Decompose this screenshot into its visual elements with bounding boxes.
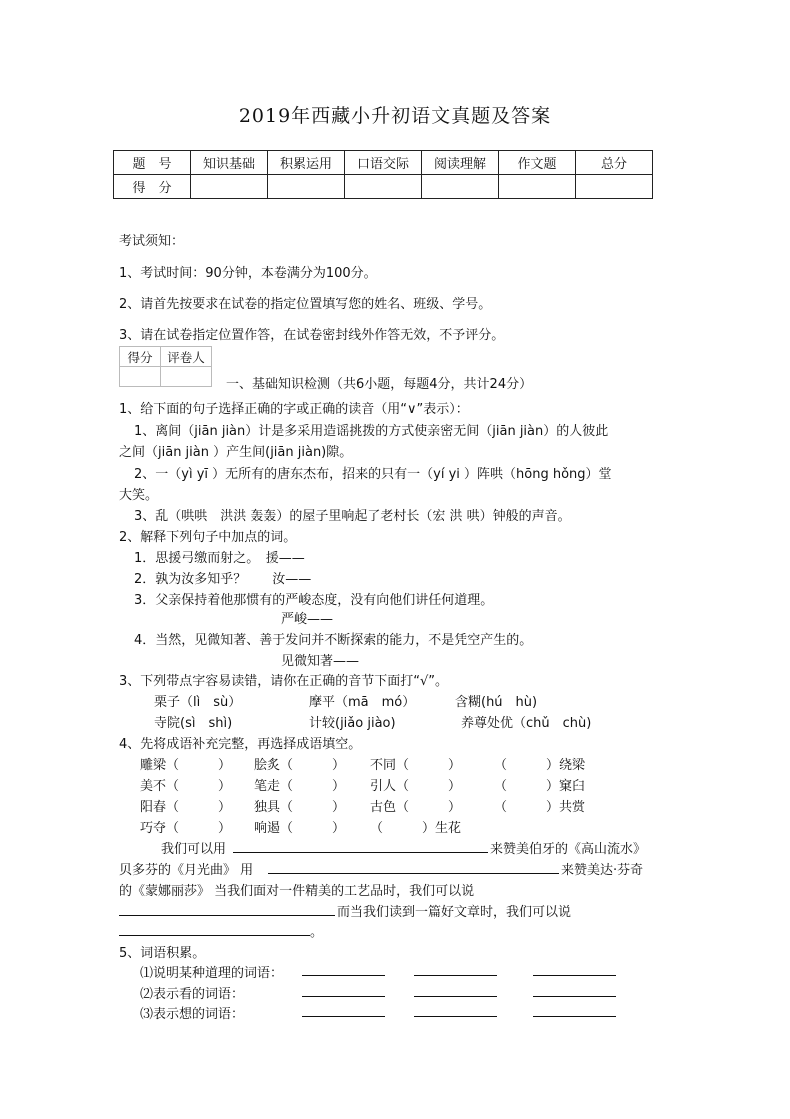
table-header-cell: 知识基础 bbox=[191, 151, 268, 175]
idiom-blank: 引人（ ） bbox=[370, 779, 462, 794]
score-table-score-row bbox=[114, 175, 653, 199]
answer-line[interactable] bbox=[414, 1016, 497, 1017]
pinyin-item: 养尊处优（chǔ chù) bbox=[461, 716, 592, 731]
answer-line[interactable] bbox=[533, 975, 616, 976]
fill-text: 。 bbox=[310, 925, 324, 940]
answer-line[interactable] bbox=[414, 975, 497, 976]
table-header-cell: 积累运用 bbox=[268, 151, 345, 175]
question-line: 3．父亲保持着他那惯有的严峻态度，没有向他们讲任何道理。 bbox=[134, 593, 494, 608]
question-stem: 5、词语积累。 bbox=[119, 946, 206, 961]
grader-score-cell bbox=[120, 367, 161, 387]
question-line: 1、离间（jiān jiàn）计是多采用造谣挑拨的方式使亲密无间（jiān jiàn）的人彼此 bbox=[134, 424, 609, 439]
fill-text: 贝多芬的《月光曲》 用 bbox=[119, 863, 254, 878]
table-header-cell: 题 号 bbox=[114, 151, 191, 175]
answer-line[interactable] bbox=[119, 915, 335, 916]
question-line: 4．当然，见微知著、善于发问并不断探索的能力，不是凭空产生的。 bbox=[134, 633, 533, 648]
word-category: ⑴说明某种道理的词语： bbox=[140, 966, 284, 981]
idiom-blank: 笔走（ ） bbox=[254, 779, 346, 794]
answer-line[interactable] bbox=[233, 852, 488, 853]
answer-line[interactable] bbox=[302, 1016, 385, 1017]
score-cell bbox=[268, 175, 345, 199]
grader-name-label: 评卷人 bbox=[161, 347, 212, 367]
idiom-blank: 巧夺（ ） bbox=[140, 821, 232, 836]
question-stem: 2、解释下列句子中加点的词。 bbox=[119, 530, 297, 545]
pinyin-item: 计较(jiǎo jiào) bbox=[309, 716, 396, 731]
question-line: 1．思援弓缴而射之。 援—— bbox=[134, 551, 305, 566]
page-title: 2019年西藏小升初语文真题及答案 bbox=[238, 105, 552, 127]
pinyin-item: 栗子（lì sù） bbox=[154, 695, 242, 710]
fill-text: 而当我们读到一篇好文章时，我们可以说 bbox=[337, 905, 572, 920]
idiom-blank: 阳春（ ） bbox=[140, 800, 232, 815]
fill-text: 来赞美达·芬奇 bbox=[561, 863, 644, 878]
table-header-cell: 总分 bbox=[576, 151, 653, 175]
score-cell bbox=[576, 175, 653, 199]
answer-line[interactable] bbox=[302, 975, 385, 976]
idiom-blank: 美不（ ） bbox=[140, 779, 232, 794]
question-line: 3、乱（哄哄 洪洪 轰轰）的屋子里响起了老村长（宏 洪 哄）钟般的声音。 bbox=[134, 509, 571, 524]
grader-name-cell bbox=[161, 367, 212, 387]
answer-prompt: 见微知著—— bbox=[281, 654, 360, 669]
idiom-blank: 响遏（ ） bbox=[254, 821, 346, 836]
notice-item: 1、考试时间：90分钟，本卷满分为100分。 bbox=[119, 266, 377, 281]
grader-score-label: 得分 bbox=[120, 347, 161, 367]
fill-text: 我们可以用 bbox=[161, 842, 227, 857]
answer-line[interactable] bbox=[533, 1016, 616, 1017]
pinyin-item: 含糊(hú hù) bbox=[455, 695, 538, 710]
notice-heading: 考试须知： bbox=[119, 234, 185, 249]
pinyin-item: 摩平（mā mó） bbox=[309, 695, 416, 710]
question-line: 2．孰为汝多知乎？ 汝—— bbox=[134, 572, 312, 587]
pinyin-item: 寺院(sì shì) bbox=[154, 716, 233, 731]
score-table bbox=[113, 150, 653, 199]
question-stem: 1、给下面的句子选择正确的字或正确的读音（用“∨”表示）： bbox=[119, 402, 469, 417]
idiom-blank: 独具（ ） bbox=[254, 800, 346, 815]
score-cell bbox=[422, 175, 499, 199]
word-category: ⑶表示想的词语： bbox=[140, 1007, 245, 1022]
idiom-blank: （ ）窠臼 bbox=[494, 779, 586, 794]
score-table-header-row bbox=[114, 151, 653, 175]
answer-line[interactable] bbox=[533, 996, 616, 997]
question-line: 之间（jiān jiàn ）产生间(jiān jiàn)隙。 bbox=[119, 445, 353, 460]
answer-line[interactable] bbox=[119, 935, 310, 936]
notice-item: 2、请首先按要求在试卷的指定位置填写您的姓名、班级、学号。 bbox=[119, 297, 492, 312]
idiom-blank: 古色（ ） bbox=[370, 800, 462, 815]
idiom-blank: （ ）绕梁 bbox=[494, 758, 586, 773]
answer-line[interactable] bbox=[302, 996, 385, 997]
table-row-label: 得 分 bbox=[114, 175, 191, 199]
score-cell bbox=[499, 175, 576, 199]
fill-text: 的《蒙娜丽莎》 当我们面对一件精美的工艺品时，我们可以说 bbox=[119, 884, 475, 899]
table-header-cell: 作文题 bbox=[499, 151, 576, 175]
table-header-cell: 阅读理解 bbox=[422, 151, 499, 175]
answer-line[interactable] bbox=[414, 996, 497, 997]
idiom-blank: 不同（ ） bbox=[370, 758, 462, 773]
score-cell bbox=[345, 175, 422, 199]
table-header-cell: 口语交际 bbox=[345, 151, 422, 175]
question-stem: 3、下列带点字容易读错，请你在正确的音节下面打“√”。 bbox=[119, 674, 449, 689]
score-cell bbox=[191, 175, 268, 199]
idiom-blank: （ ）生花 bbox=[370, 821, 462, 836]
idiom-blank: （ ）共赏 bbox=[494, 800, 586, 815]
notice-item: 3、请在试卷指定位置作答，在试卷密封线外作答无效，不予评分。 bbox=[119, 328, 505, 343]
answer-line[interactable] bbox=[268, 873, 559, 874]
question-stem: 4、先将成语补充完整，再选择成语填空。 bbox=[119, 737, 362, 752]
word-category: ⑵表示看的词语： bbox=[140, 987, 245, 1002]
grader-table bbox=[119, 346, 212, 387]
idiom-blank: 雕梁（ ） bbox=[140, 758, 232, 773]
answer-prompt: 严峻—— bbox=[281, 612, 334, 627]
idiom-blank: 脍炙（ ） bbox=[254, 758, 346, 773]
question-line: 大笑。 bbox=[119, 488, 159, 503]
question-line: 2、一（yì yī ）无所有的唐东杰布，招来的只有一（yí yi ）阵哄（hōng hǒng）堂 bbox=[134, 467, 612, 482]
section-title: 一、基础知识检测（共6小题，每题4分，共计24分） bbox=[226, 377, 533, 392]
fill-text: 来赞美伯牙的《高山流水》 bbox=[490, 842, 647, 857]
